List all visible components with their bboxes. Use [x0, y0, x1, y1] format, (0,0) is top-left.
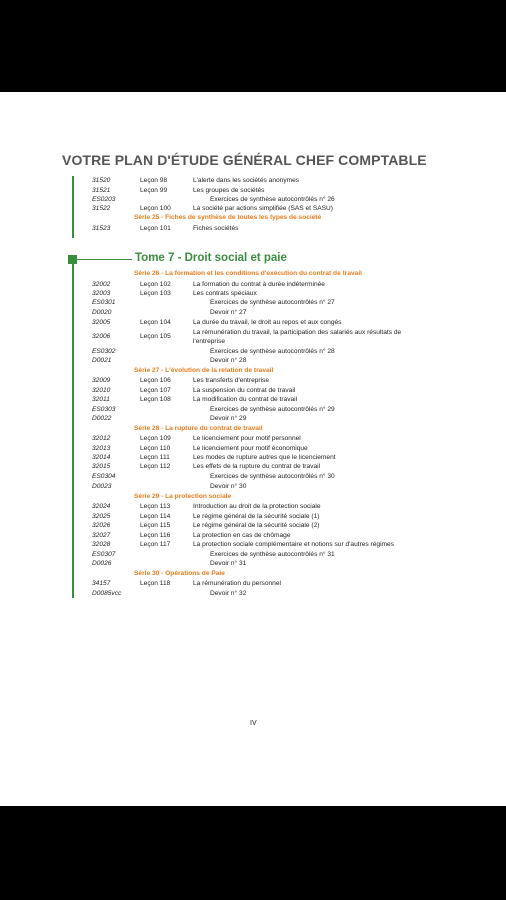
lesson-number: Leçon 110 [140, 445, 171, 452]
lesson-title: La rémunération du travail, la participation des salariés aux résultats de l'entreprise [193, 329, 402, 345]
lesson-number: Leçon 102 [140, 281, 171, 288]
list-item [0, 462, 506, 472]
course-code: 31521 [92, 187, 111, 194]
lesson-number: Leçon 101 [140, 225, 171, 232]
tome-heading: Tome 7 - Droit social et paie [135, 252, 287, 264]
course-code: 32026 [92, 522, 111, 529]
lesson-number: Leçon 117 [140, 541, 171, 548]
lesson-title: Devoir n° 32 [210, 590, 247, 597]
course-code: D0085vcc [92, 590, 122, 597]
lesson-title: Les transferts d'entreprise [193, 377, 270, 384]
lesson-number: Leçon 98 [140, 177, 168, 184]
lesson-number: Leçon 106 [140, 377, 171, 384]
course-code: 34157 [92, 580, 111, 587]
list-item [0, 376, 506, 386]
course-code: 32028 [92, 541, 111, 548]
course-code: 32003 [92, 290, 111, 297]
course-code: D0021 [92, 357, 112, 364]
series-heading: Série 28 - La rupture du contrat de travail [134, 425, 263, 432]
lesson-title: Devoir n° 27 [210, 309, 247, 316]
lesson-title: La société par actions simplifiée (SAS et SASU) [193, 205, 333, 212]
list-item [0, 356, 506, 366]
lesson-number: Leçon 115 [140, 522, 171, 529]
lesson-title: Devoir n° 30 [210, 483, 247, 490]
tome-connector-line [77, 259, 132, 260]
course-code: D0023 [92, 483, 112, 490]
lesson-title: La durée du travail, le droit au repos et aux congés [193, 319, 342, 326]
lesson-title: La suspension du contrat de travail [193, 387, 296, 394]
lesson-title: Devoir n° 29 [210, 415, 247, 422]
document-page [0, 92, 506, 806]
course-code: 32015 [92, 463, 111, 470]
list-item [0, 434, 506, 444]
lesson-title: La protection sociale complémentaire et notions sur d'autres régimes [193, 541, 395, 548]
list-item [0, 308, 506, 318]
lesson-title: La formation du contrat à durée indéterminée [193, 281, 325, 288]
lesson-title: Exercices de synthèse autocontrôlés n° 29 [210, 406, 335, 413]
lesson-title: Le régime général de la sécurité sociale (2) [193, 522, 320, 529]
lesson-number: Leçon 118 [140, 580, 171, 587]
list-item [0, 176, 506, 186]
lesson-number: Leçon 113 [140, 503, 171, 510]
course-code: 32014 [92, 454, 111, 461]
lesson-title: Les groupes de sociétés [193, 187, 265, 194]
lesson-title: Les contrats spéciaux [193, 290, 257, 297]
lesson-title: Introduction au droit de la protection sociale [193, 503, 321, 510]
lesson-number: Leçon 108 [140, 396, 171, 403]
course-code: ES0307 [92, 551, 116, 558]
course-code: 32013 [92, 445, 111, 452]
course-code: ES0301 [92, 299, 116, 306]
lesson-number: Leçon 103 [140, 290, 171, 297]
list-item [0, 579, 506, 589]
course-code: 31522 [92, 205, 111, 212]
lesson-title: Le licenciement pour motif personnel [193, 435, 301, 442]
course-code: 32027 [92, 532, 111, 539]
series-heading: Série 25 - Fiches de synthèse de toutes les types de société [134, 214, 322, 221]
list-item [0, 589, 506, 599]
lesson-number: Leçon 111 [140, 454, 170, 461]
list-item [0, 414, 506, 424]
course-code: ES0303 [92, 406, 116, 413]
list-item [0, 521, 506, 531]
course-code: 32025 [92, 513, 111, 520]
series-heading: Série 30 - Opérations de Paie [134, 570, 225, 577]
lesson-title: La rémunération du personnel [193, 580, 281, 587]
lesson-title: Devoir n° 31 [210, 560, 247, 567]
list-item [0, 559, 506, 569]
list-item [0, 472, 506, 482]
lesson-number: Leçon 100 [140, 205, 171, 212]
course-code: D0020 [92, 309, 112, 316]
lesson-title: La protection en cas de chômage [193, 532, 291, 539]
course-code: 32006 [92, 333, 111, 340]
lesson-number: Leçon 114 [140, 513, 171, 520]
course-code: 31523 [92, 225, 111, 232]
course-code: ES0304 [92, 473, 116, 480]
series-heading: Série 29 - La protection sociale [134, 493, 232, 500]
lesson-title: L'alerte dans les sociétés anonymes [193, 177, 300, 184]
list-item [0, 224, 506, 234]
lesson-title: Fiches sociétés [193, 225, 239, 232]
lesson-number: Leçon 99 [140, 187, 168, 194]
course-code: D0026 [92, 560, 112, 567]
course-code: D0022 [92, 415, 112, 422]
course-code: 32012 [92, 435, 111, 442]
course-code: 31520 [92, 177, 111, 184]
list-item [0, 482, 506, 492]
lesson-title: Exercices de synthèse autocontrôlés n° 30 [210, 473, 335, 480]
list-item [0, 298, 506, 308]
list-item [0, 540, 506, 550]
course-code: 32010 [92, 387, 111, 394]
lesson-number: Leçon 107 [140, 387, 171, 394]
lesson-number: Leçon 109 [140, 435, 171, 442]
lesson-number: Leçon 105 [140, 333, 171, 340]
lesson-title: Les effets de la rupture du contrat de travail [193, 463, 321, 470]
list-item [0, 318, 506, 328]
lesson-title: Le régime général de la sécurité sociale (1) [193, 513, 320, 520]
lesson-title: Exercices de synthèse autocontrôlés n° 31 [210, 551, 335, 558]
page-number: IV [250, 720, 257, 727]
lesson-number: Leçon 104 [140, 319, 171, 326]
course-code: ES0203 [92, 196, 116, 203]
lesson-title: Le licenciement pour motif économique [193, 445, 308, 452]
lesson-title: La modification du contrat de travail [193, 396, 298, 403]
course-code: 32005 [92, 319, 111, 326]
course-code: ES0302 [92, 348, 116, 355]
list-item [0, 328, 506, 346]
course-code: 32002 [92, 281, 111, 288]
lesson-title: Exercices de synthèse autocontrôlés n° 26 [210, 196, 335, 203]
course-code: 32024 [92, 503, 111, 510]
lesson-title: Les modes de rupture autres que le licenciement [193, 454, 336, 461]
series-heading: Série 26 - La formation et les conditions d'exécution du contrat de travail [134, 270, 363, 277]
lesson-title: Devoir n° 28 [210, 357, 247, 364]
list-item [0, 395, 506, 405]
course-code: 32009 [92, 377, 111, 384]
lesson-title: Exercices de synthèse autocontrôlés n° 27 [210, 299, 335, 306]
series-heading: Série 27 - L'évolution de la relation de travail [134, 367, 274, 374]
page-title: VOTRE PLAN D'ÉTUDE GÉNÉRAL CHEF COMPTABLE [62, 152, 427, 168]
lesson-number: Leçon 116 [140, 532, 171, 539]
lesson-title: Exercices de synthèse autocontrôlés n° 28 [210, 348, 335, 355]
course-code: 32011 [92, 396, 110, 403]
list-item [0, 502, 506, 512]
lesson-number: Leçon 112 [140, 463, 171, 470]
